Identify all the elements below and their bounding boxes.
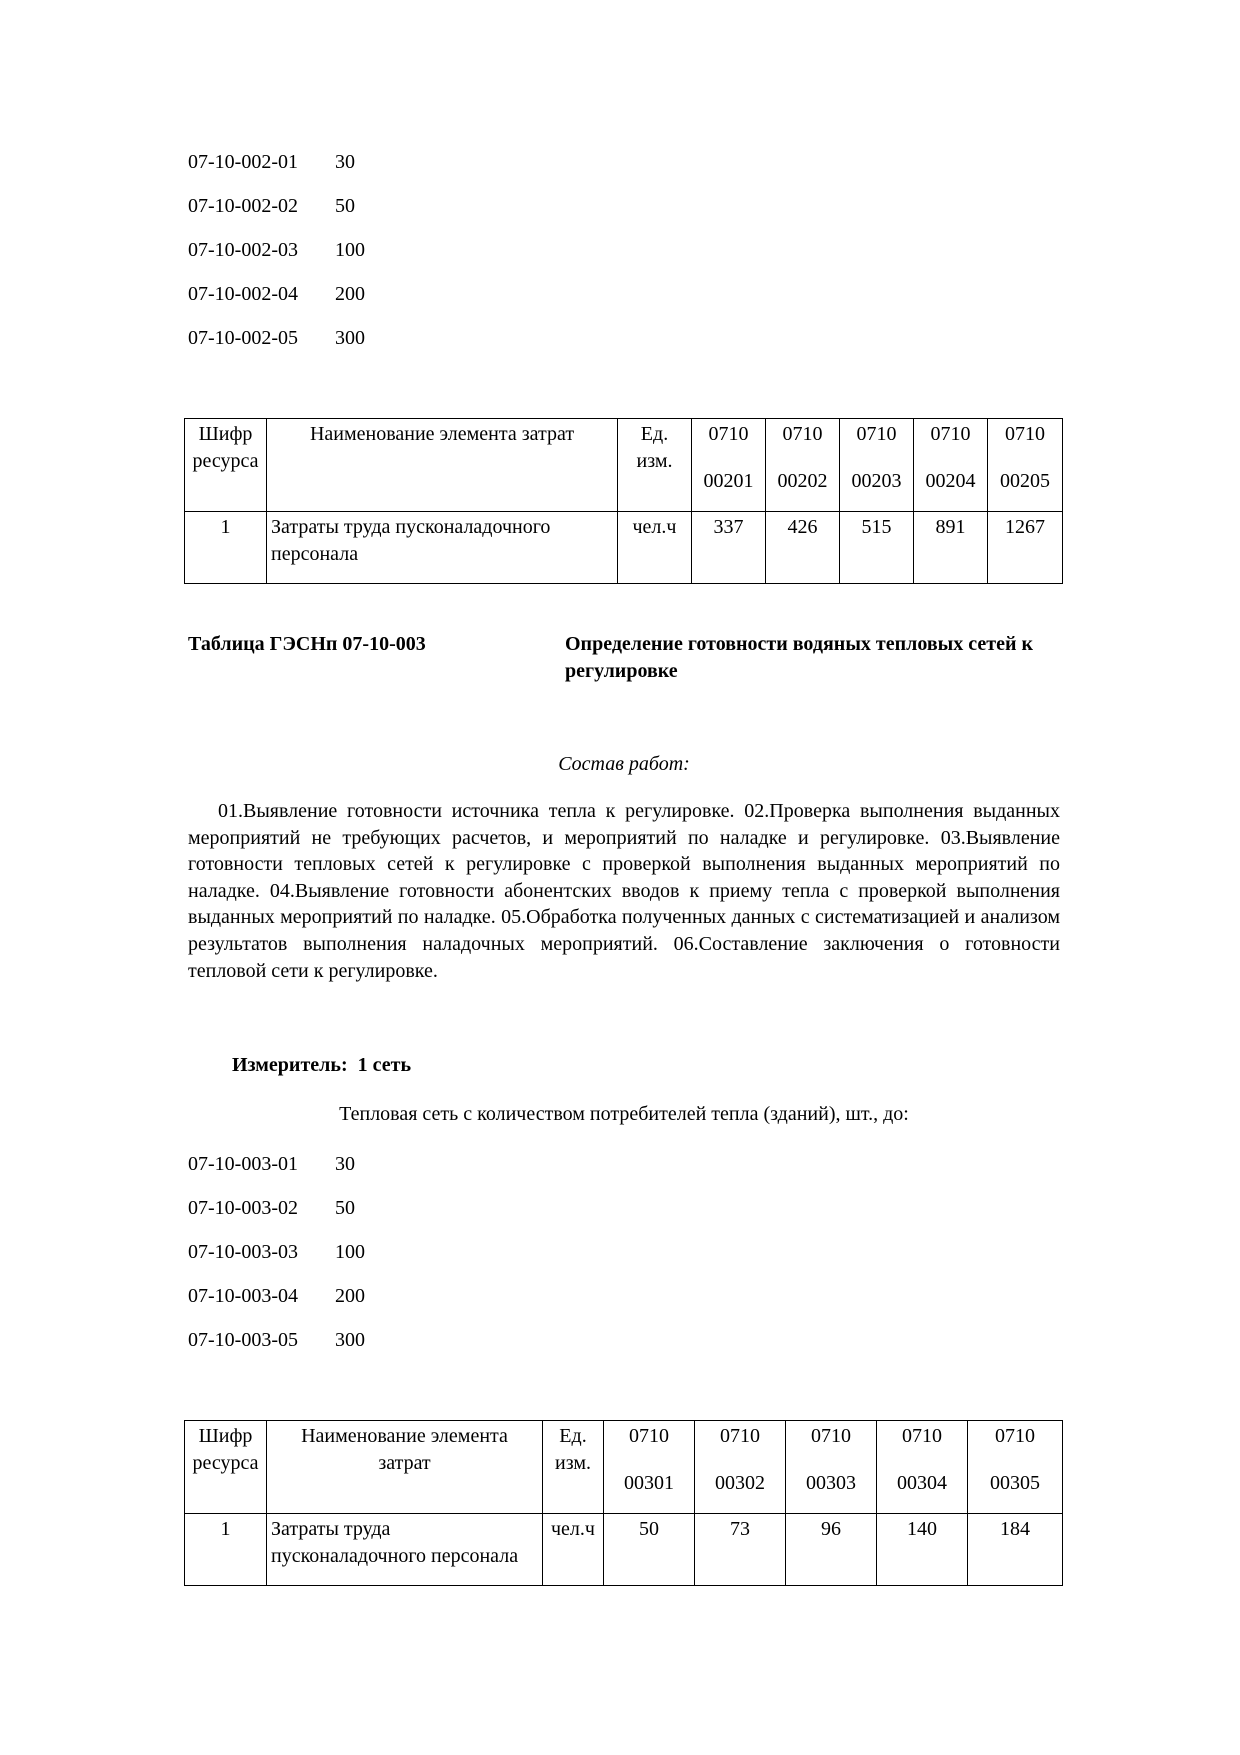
norm-code: 07-10-003-05	[188, 1328, 298, 1351]
norm-value: 300	[335, 1328, 365, 1351]
value-cell: 426	[766, 512, 840, 584]
norm-value: 50	[335, 1196, 355, 1219]
code-list-07-10-002	[188, 140, 415, 360]
header-norm-code: 0710 00201	[692, 419, 766, 512]
code-list-07-10-003	[188, 1142, 415, 1362]
header-resource-code: Шифр ресурса	[185, 419, 267, 512]
cost-table-07-10-002	[184, 418, 1063, 584]
header-norm-code: 0710 00302	[695, 1421, 786, 1514]
norm-code: 07-10-003-03	[188, 1240, 298, 1263]
header-norm-code: 0710 00205	[988, 419, 1063, 512]
list-item	[188, 1142, 415, 1186]
norm-code: 07-10-002-05	[188, 326, 298, 349]
norm-code: 07-10-003-02	[188, 1196, 298, 1219]
norm-value: 30	[335, 1152, 355, 1175]
list-item	[188, 1274, 415, 1318]
list-item	[188, 1230, 415, 1274]
norm-code: 07-10-002-02	[188, 194, 298, 217]
unit-cell: чел.ч	[543, 1514, 604, 1586]
value-cell: 515	[840, 512, 914, 584]
table-header-row	[185, 1421, 1063, 1514]
list-item	[188, 316, 415, 360]
header-norm-code: 0710 00305	[968, 1421, 1063, 1514]
norm-code: 07-10-003-04	[188, 1284, 298, 1307]
list-item	[188, 140, 415, 184]
list-item	[188, 1318, 415, 1362]
header-norm-code: 0710 00303	[786, 1421, 877, 1514]
meter-value: 1 сеть	[357, 1054, 412, 1076]
cost-element-name: Затраты труда пусконаладочного персонала	[267, 1514, 543, 1586]
meter-line	[232, 1052, 411, 1079]
cost-table-07-10-003	[184, 1420, 1063, 1586]
norm-code: 07-10-002-04	[188, 282, 298, 305]
header-unit: Ед. изм.	[618, 419, 692, 512]
header-norm-code: 0710 00202	[766, 419, 840, 512]
meter-label: Измеритель:	[232, 1054, 348, 1076]
norm-value: 300	[335, 326, 365, 349]
table-header-row	[185, 419, 1063, 512]
value-cell: 1267	[988, 512, 1063, 584]
norm-value: 50	[335, 194, 355, 217]
norm-code: 07-10-002-03	[188, 238, 298, 261]
network-description: Тепловая сеть с количеством потребителей тепла (зданий), шт., до:	[339, 1103, 909, 1125]
list-item	[188, 1186, 415, 1230]
value-cell: 73	[695, 1514, 786, 1586]
row-number: 1	[185, 1514, 267, 1586]
value-cell: 891	[914, 512, 988, 584]
works-description: 01.Выявление готовности источника тепла к регулировке. 02.Проверка выполнения выданных мероприятий не требующих расчетов, и мероприятий по наладке и регулировке. 03.Выявление готовности тепловых сетей к регулировке с проверкой выполнения выданных мероприятий по наладке. 04.Выявление готовности абонентских вводов к приему тепла с проверкой выполнения выданных мероприятий по наладке. 05.Обработка полученных данных с систематизацией и анализом результатов выполнения наладочных мероприятий. 06.Составление заключения о готовности тепловой сети к регулировке.	[188, 800, 1060, 982]
header-norm-code: 0710 00304	[877, 1421, 968, 1514]
value-cell: 96	[786, 1514, 877, 1586]
table-row	[185, 1514, 1063, 1586]
row-number: 1	[185, 512, 267, 584]
header-cost-element: Наименование элемента затрат	[267, 1421, 543, 1514]
value-cell: 140	[877, 1514, 968, 1586]
norm-code: 07-10-003-01	[188, 1152, 298, 1175]
value-cell: 184	[968, 1514, 1063, 1586]
list-item	[188, 228, 415, 272]
header-norm-code: 0710 00203	[840, 419, 914, 512]
cost-element-name: Затраты труда пусконаладочного персонала	[267, 512, 618, 584]
table-title: Определение готовности водяных тепловых сетей к регулировке	[565, 633, 1034, 682]
header-norm-code: 0710 00301	[604, 1421, 695, 1514]
value-cell: 50	[604, 1514, 695, 1586]
header-resource-code: Шифр ресурса	[185, 1421, 267, 1514]
works-heading: Состав работ:	[558, 753, 690, 775]
norm-value: 200	[335, 1284, 365, 1307]
table-row	[185, 512, 1063, 584]
table-label: Таблица ГЭСНп 07-10-003	[188, 633, 426, 655]
norm-value: 100	[335, 238, 365, 261]
list-item	[188, 272, 415, 316]
norm-code: 07-10-002-01	[188, 150, 298, 173]
norm-value: 100	[335, 1240, 365, 1263]
unit-cell: чел.ч	[618, 512, 692, 584]
norm-value: 200	[335, 282, 365, 305]
header-cost-element: Наименование элемента затрат	[267, 419, 618, 512]
list-item	[188, 184, 415, 228]
norm-value: 30	[335, 150, 355, 173]
header-unit: Ед. изм.	[543, 1421, 604, 1514]
value-cell: 337	[692, 512, 766, 584]
header-norm-code: 0710 00204	[914, 419, 988, 512]
